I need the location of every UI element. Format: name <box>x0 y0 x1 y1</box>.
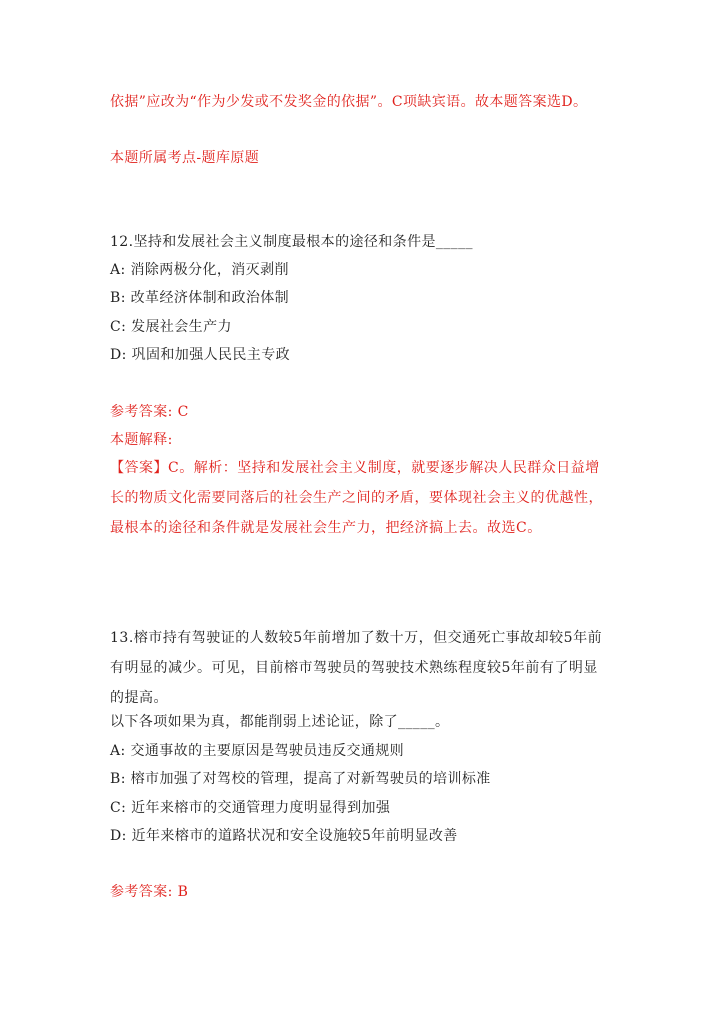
q13-answer: 参考答案: B <box>110 884 189 900</box>
q13-stem: 13.榕市持有驾驶证的人数较5年前增加了数十万，但交通死亡事故却较5年前有明显的减少。可见，目前榕市驾驶员的驾驶技术熟练程度较5年前有了明显的提高。 <box>110 630 603 706</box>
q12-option-c: C: 发展社会生产力 <box>110 319 232 335</box>
prev-explanation-end: 依据”应改为“作为少发或不发奖金的依据”。C项缺宾语。故本题答案选D。 <box>110 94 588 110</box>
question-source: 本题所属考点-题库原题 <box>110 150 260 166</box>
q12-option-b: B: 改革经济体制和政治体制 <box>110 290 290 306</box>
q12-answer: 参考答案: C <box>110 404 189 420</box>
q12-explanation-label: 本题解释: <box>110 432 173 448</box>
q13-option-b: B: 榕市加强了对驾校的管理，提高了对新驾驶员的培训标准 <box>110 771 491 787</box>
q12-explanation: 【答案】C。解析：坚持和发展社会主义制度，就要逐步解决人民群众日益增长的物质文化需要同落后的社会生产之间的矛盾，要体现社会主义的优越性，最根本的途径和条件就是发展社会生产力，把经济搞上去。故选C。 <box>110 460 603 536</box>
q12-option-d: D: 巩固和加强人民民主专政 <box>110 347 290 363</box>
q13-option-c: C: 近年来榕市的交通管理力度明显得到加强 <box>110 800 391 816</box>
q12-option-a: A: 消除两极分化，消灭剥削 <box>110 262 289 278</box>
q13-option-d: D: 近年来榕市的道路状况和安全设施较5年前明显改善 <box>110 828 458 844</box>
q13-prompt: 以下各项如果为真，都能削弱上述论证，除了_____。 <box>110 714 450 730</box>
q13-option-a: A: 交通事故的主要原因是驾驶员违反交通规则 <box>110 743 405 759</box>
q12-stem: 12.坚持和发展社会主义制度最根本的途径和条件是_____ <box>110 234 473 250</box>
